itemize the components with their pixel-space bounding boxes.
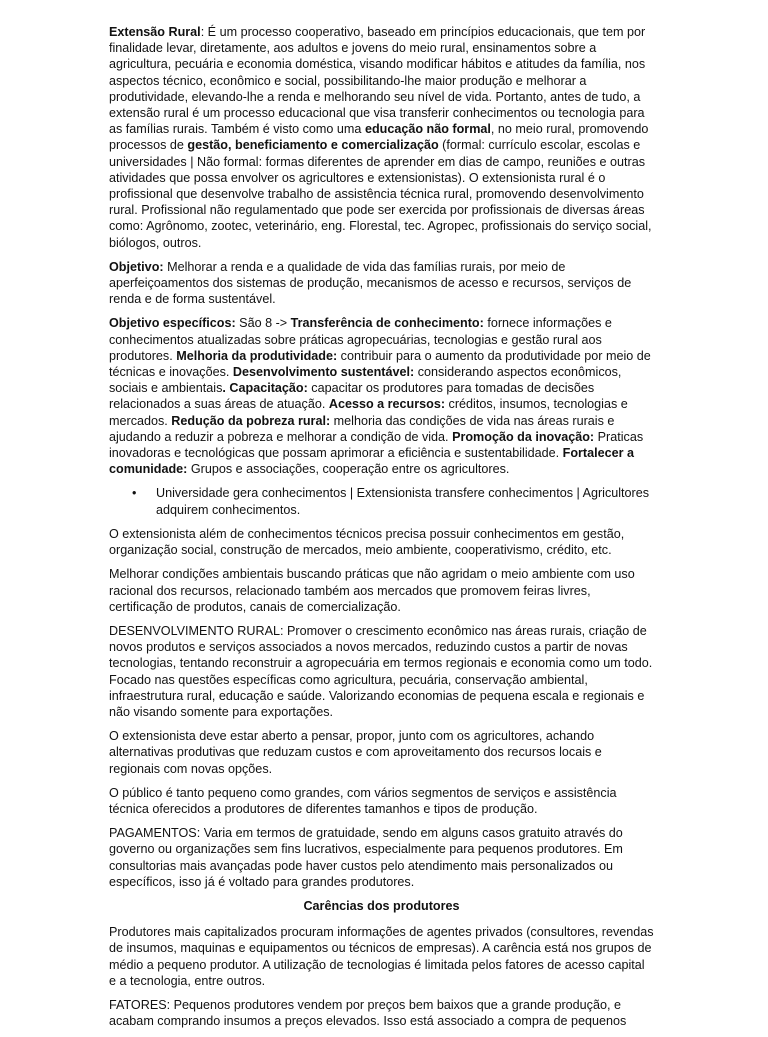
paragraph-desenvolvimento-rural: DESENVOLVIMENTO RURAL: Promover o crescimento econômico nas áreas rurais, criação de novos produtos e serviços associados a novos mercados, reduzindo custos a partir de novas tecnologias, tentando reconstruir a agropecuária em termos regionais e economia como um todo. Focado nas questões específicas como agricultura, pecuária, conservação ambiental, infraestrutura rural, educação e saúde. Valorizando economias de pequena escala e regionais e não visando somente para exportações. (109, 623, 653, 719)
document-page (109, 24, 654, 1037)
section-heading: Carências dos produtores (303, 898, 460, 913)
paragraph-fatores: FATORES: Pequenos produtores vendem por preços bem baixos que a grande produção, e acabam comprando insumos a preços elevados. Isso está associado a compra de pequenos (109, 997, 627, 1029)
term-objetivo: Objetivo: (109, 259, 164, 274)
paragraph-pagamentos: PAGAMENTOS: Varia em termos de gratuidade, sendo em alguns casos gratuito através do governo ou organizações sem fins lucrativos, especialmente para pequenos produtores. Em consultorias mais avançadas pode haver custos pelo atendimento mais personalizados ou específicos, isso já é voltado para grandes produtores. (109, 826, 623, 889)
term-extensao-rural: Extensão Rural (109, 25, 201, 39)
list-item: • Universidade gera conhecimentos | Extensionista transfere conhecimentos | Agricultores adquirem conhecimentos. (156, 485, 654, 517)
paragraph-extensao-rural: Extensão Rural: É um processo cooperativo, baseado em princípios educacionais, que tem por finalidade levar, diretamente, aos adultos e jovens do meio rural, ensinamentos sobre a agricultura, pecuária e economia doméstica, visando modificar hábitos e atitudes da família, nos aspectos técnico, econômico e social, possibilitando-lhe maior produção e melhorar a produtividade, elevando-lhe a renda e melhorando seu nível de vida. Portanto, antes de tudo, a extensão rural é um processo educacional que visa transferir conhecimentos ou tecnologia para as famílias rurais. Também é visto como uma educação não formal, no meio rural, promovendo processos de gestão, beneficiamento e comercialização (formal: currículo escolar, escolas e universidades | Não formal: formas diferentes de aprender em dias de campo, reuniões e outras atividades que possa envolver os agricultores e extensionistas). O extensionista rural é o profissional que desenvolve trabalho de assistência técnica rural, promovendo desenvolvimento rural. Profissional não regulamentado que pode ser exercida por profissionais de diversas áreas como: Agrônomo, zootec, veterinário, eng. Florestal, tec. Agropec, profissionais do serviço social, biólogos, outros. (109, 25, 652, 250)
paragraph-condicoes-ambientais: Melhorar condições ambientais buscando práticas que não agridam o meio ambiente com uso racional dos recursos, relacionado também aos mercados que promovem feiras livres, certificação de produtos, canais de comercialização. (109, 567, 635, 614)
paragraph-objetivos-especificos: Objetivo específicos: São 8 -> Transferência de conhecimento: fornece informações e conhecimentos atualizadas sobre práticas agropecuárias, tecnologias e gestão rural aos produtores. Melhoria da produtividade: contribuir para o aumento da produtividade por meio de técnicas e inovações. Desenvolvimento sustentável: considerando aspectos econômicos, sociais e ambientais. Capacitação: capacitar os produtores para tomadas de decisões relacionados a suas áreas de atuação. Acesso a recursos: créditos, insumos, tecnologias e mercados. Redução da pobreza rural: melhoria das condições de vida nas áreas rurais e ajudando a reduzir a pobreza e melhorar a condição de vida. Promoção da inovação: Praticas inovadoras e tecnológicas que possam aprimorar a eficiência e sustentabilidade. Fortalecer a comunidade: Grupos e associações, cooperação entre os agricultores. (109, 316, 651, 477)
paragraph-publico: O público é tanto pequeno como grandes, com vários segmentos de serviços e assistência técnica oferecidos a produtores de diferentes tamanhos e tipos de produção. (109, 785, 617, 816)
paragraph-extensionista-aberto: O extensionista deve estar aberto a pensar, propor, junto com os agricultores, achando alternativas produtivas que reduzam custos e com aproveitamento dos recursos locais e regionais com novas opções. (109, 729, 602, 776)
paragraph-conhecimentos: O extensionista além de conhecimentos técnicos precisa possuir conhecimentos em gestão, organização social, construção de mercados, meio ambiente, cooperativismo, crédito, etc. (109, 526, 625, 558)
term-objetivos-especificos: Objetivo específicos: (109, 316, 236, 331)
paragraph-objetivo: Objetivo: Melhorar a renda e a qualidade de vida das famílias rurais, por meio de aperfeiçoamentos dos sistemas de produção, mecanismos de acesso e recursos, serviços de renda e de forma sustentável. (109, 259, 632, 307)
bullet-list (109, 485, 654, 517)
paragraph-produtores-capitalizados: Produtores mais capitalizados procuram informações de agentes privados (consultores, revendas de insumos, maquinas e equipamentos ou técnicos de empresas). A carência está nos grupos de médio a pequeno produtor. A utilização de tecnologias é limitada pelos fatores de acesso capital e a tecnologia, entre outros. (109, 925, 654, 988)
